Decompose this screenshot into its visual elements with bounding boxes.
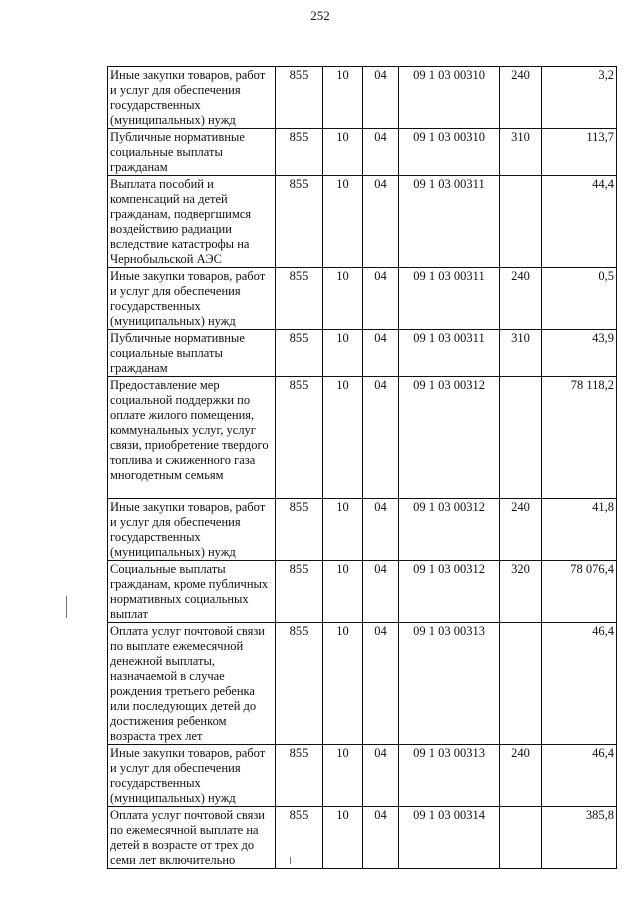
- row-ved-cell: 855: [276, 330, 323, 377]
- table-row: [108, 623, 617, 745]
- row-expense-type-cell: 240: [500, 745, 542, 807]
- row-ved-cell: 855: [276, 176, 323, 268]
- row-subsection-cell: 04: [363, 129, 399, 176]
- row-expense-type-cell: [500, 623, 542, 745]
- row-expense-type-cell: 310: [500, 129, 542, 176]
- row-expense-type-cell: [500, 176, 542, 268]
- row-section-cell: 10: [323, 176, 363, 268]
- row-target-article-cell: 09 1 03 00311: [399, 268, 500, 330]
- row-section-cell: 10: [323, 268, 363, 330]
- row-name-cell: Иные закупки товаров, работ и услуг для обеспечения государственных (муниципальных) нужд: [108, 67, 276, 129]
- row-name-cell: Выплата пособий и компенсаций на детей гражданам, подвергшимся воздействию радиации вследствие катастрофы на Чернобыльской АЭС: [108, 176, 276, 268]
- row-amount-cell: 44,4: [542, 176, 617, 268]
- row-subsection-cell: 04: [363, 330, 399, 377]
- row-section-cell: 10: [323, 67, 363, 129]
- row-name-cell: Иные закупки товаров, работ и услуг для обеспечения государственных (муниципальных) нужд: [108, 268, 276, 330]
- row-target-article-cell: 09 1 03 00312: [399, 377, 500, 499]
- row-section-cell: 10: [323, 623, 363, 745]
- row-name-cell: Оплата услуг почтовой связи по выплате ежемесячной денежной выплаты, назначаемой в случае рождения третьего ребенка или последующих детей до достижения ребенком возраста трех лет: [108, 623, 276, 745]
- row-expense-type-cell: [500, 377, 542, 499]
- row-section-cell: 10: [323, 807, 363, 869]
- row-name-cell: Предоставление мер социальной поддержки по оплате жилого помещения, коммунальных услуг, услуг связи, приобретение твердого топлива и сжиженного газа многодетным семьям: [108, 377, 276, 499]
- table-row: [108, 67, 617, 129]
- row-subsection-cell: 04: [363, 268, 399, 330]
- row-ved-cell: 855: [276, 129, 323, 176]
- row-expense-type-cell: 240: [500, 499, 542, 561]
- row-ved-cell: 855: [276, 268, 323, 330]
- table-row: [108, 330, 617, 377]
- row-subsection-cell: 04: [363, 176, 399, 268]
- row-ved-cell: 855: [276, 745, 323, 807]
- row-ved-cell: 855: [276, 561, 323, 623]
- row-target-article-cell: 09 1 03 00312: [399, 561, 500, 623]
- row-section-cell: 10: [323, 561, 363, 623]
- budget-table: [107, 66, 617, 869]
- row-subsection-cell: 04: [363, 377, 399, 499]
- table-row: [108, 129, 617, 176]
- row-name-cell: Иные закупки товаров, работ и услуг для обеспечения государственных (муниципальных) нужд: [108, 499, 276, 561]
- table-row: [108, 176, 617, 268]
- row-expense-type-cell: 240: [500, 67, 542, 129]
- row-amount-cell: 46,4: [542, 745, 617, 807]
- row-expense-type-cell: 320: [500, 561, 542, 623]
- table-row: [108, 745, 617, 807]
- row-name-cell: Публичные нормативные социальные выплаты гражданам: [108, 129, 276, 176]
- row-ved-cell: 855: [276, 499, 323, 561]
- row-section-cell: 10: [323, 377, 363, 499]
- row-subsection-cell: 04: [363, 499, 399, 561]
- row-section-cell: 10: [323, 745, 363, 807]
- table-row: [108, 377, 617, 499]
- row-amount-cell: 113,7: [542, 129, 617, 176]
- row-subsection-cell: 04: [363, 623, 399, 745]
- row-amount-cell: 46,4: [542, 623, 617, 745]
- row-subsection-cell: 04: [363, 67, 399, 129]
- row-amount-cell: 43,9: [542, 330, 617, 377]
- row-amount-cell: 78 076,4: [542, 561, 617, 623]
- row-name-cell: Публичные нормативные социальные выплаты гражданам: [108, 330, 276, 377]
- row-expense-type-cell: 310: [500, 330, 542, 377]
- row-name-cell: Социальные выплаты гражданам, кроме публичных нормативных социальных выплат: [108, 561, 276, 623]
- row-amount-cell: 0,5: [542, 268, 617, 330]
- row-expense-type-cell: 240: [500, 268, 542, 330]
- row-name-cell: Иные закупки товаров, работ и услуг для обеспечения государственных (муниципальных) нужд: [108, 745, 276, 807]
- row-target-article-cell: 09 1 03 00311: [399, 330, 500, 377]
- scan-mark: [290, 857, 291, 864]
- row-target-article-cell: 09 1 03 00310: [399, 129, 500, 176]
- row-subsection-cell: 04: [363, 807, 399, 869]
- row-name-cell: Оплата услуг почтовой связи по ежемесячной выплате на детей в возрасте от трех до семи лет включительно: [108, 807, 276, 869]
- row-amount-cell: 78 118,2: [542, 377, 617, 499]
- row-target-article-cell: 09 1 03 00314: [399, 807, 500, 869]
- row-amount-cell: 3,2: [542, 67, 617, 129]
- row-target-article-cell: 09 1 03 00310: [399, 67, 500, 129]
- table-row: [108, 268, 617, 330]
- table-row: [108, 499, 617, 561]
- row-target-article-cell: 09 1 03 00312: [399, 499, 500, 561]
- row-section-cell: 10: [323, 499, 363, 561]
- row-ved-cell: 855: [276, 377, 323, 499]
- row-expense-type-cell: [500, 807, 542, 869]
- row-amount-cell: 385,8: [542, 807, 617, 869]
- scan-mark: [66, 596, 67, 618]
- row-amount-cell: 41,8: [542, 499, 617, 561]
- table-row: [108, 561, 617, 623]
- row-ved-cell: 855: [276, 67, 323, 129]
- row-target-article-cell: 09 1 03 00313: [399, 623, 500, 745]
- row-target-article-cell: 09 1 03 00313: [399, 745, 500, 807]
- row-section-cell: 10: [323, 129, 363, 176]
- table-row: [108, 807, 617, 869]
- row-subsection-cell: 04: [363, 561, 399, 623]
- row-target-article-cell: 09 1 03 00311: [399, 176, 500, 268]
- row-ved-cell: 855: [276, 807, 323, 869]
- row-section-cell: 10: [323, 330, 363, 377]
- row-subsection-cell: 04: [363, 745, 399, 807]
- page-number: 252: [310, 8, 330, 23]
- row-ved-cell: 855: [276, 623, 323, 745]
